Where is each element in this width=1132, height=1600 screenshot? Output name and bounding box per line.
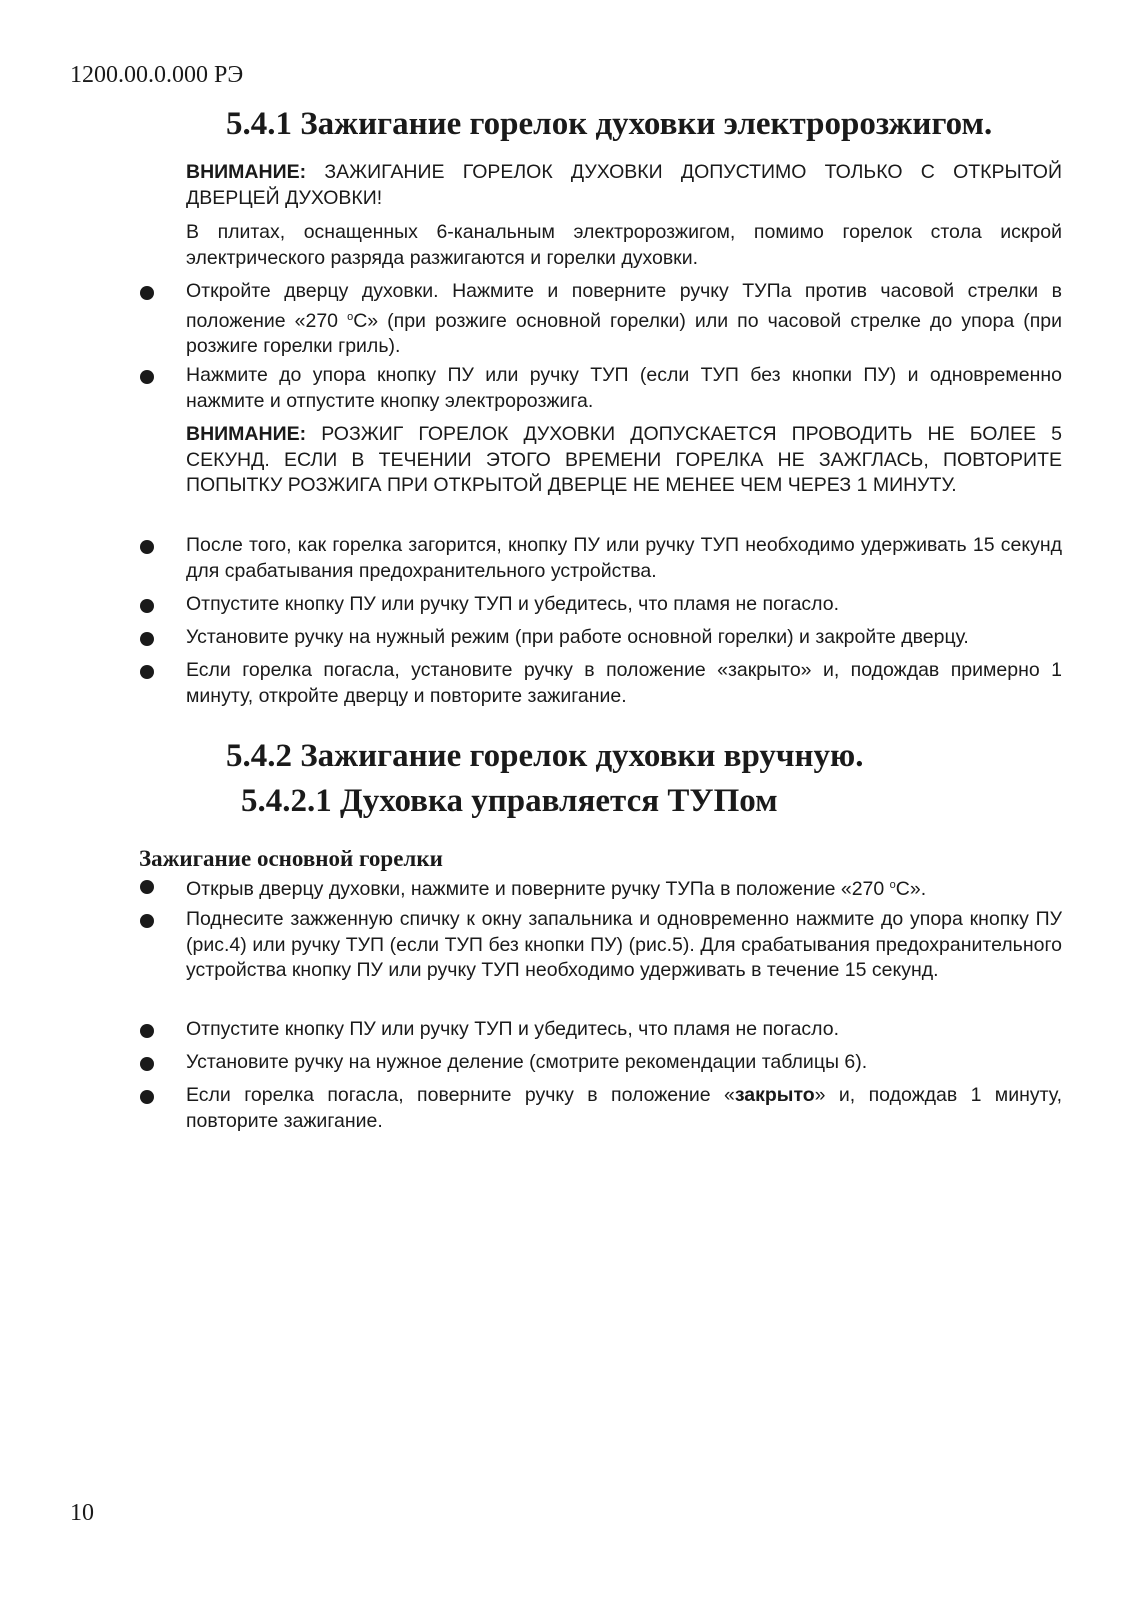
warning-paragraph-1 (186, 160, 1062, 211)
warning-paragraph-2 (186, 422, 1062, 499)
bullet-marker (140, 880, 154, 894)
step-set-division: Установите ручку на нужное деление (смотрите рекомендации таблицы 6). (186, 1051, 868, 1073)
bullet-marker (140, 1057, 154, 1071)
section-title-5-4-2-1: 5.4.2.1 Духовка управляется ТУПом (241, 783, 778, 819)
step-if-flame-out: Если горелка погасла, установите ручку в положение «закрыто» и, подождав примерно 1 минуту, откройте дверцу и повторите зажигание. (186, 659, 1062, 707)
step-manual-if-flame-out: Если горелка погасла, поверните ручку в положение «закрыто» и, подождав 1 минуту, повторите зажигание. (186, 1084, 1062, 1132)
step-open-door: Откройте дверцу духовки. Нажмите и поверните ручку ТУПа против часовой стрелки в положение «270 $^о$С» (при розжиге основной горелки) или по часовой стрелке до упора (при розжиге горелки гриль). (186, 280, 1063, 357)
bullet-marker (140, 1090, 154, 1104)
intro-paragraph: В плитах, оснащенных 6-канальным электророзжигом, помимо горелок стола искрой электрического разряда разжигаются и горелки духовки. (186, 221, 1062, 269)
bullet-marker (140, 632, 154, 646)
degree-mark: о (889, 879, 896, 891)
step-manual-release: Отпустите кнопку ПУ или ручку ТУП и убедитесь, что пламя не погасло. (186, 1018, 840, 1040)
step-hold-15-seconds: После того, как горелка загорится, кнопку ПУ или ручку ТУП необходимо удерживать 15 секунд для срабатывания предохранительного устройства. (186, 534, 1062, 582)
degree-mark: о (347, 310, 354, 323)
subheading-main-burner: Зажигание основной горелки (139, 846, 443, 871)
warning-text: РОЗЖИГ ГОРЕЛОК ДУХОВКИ ДОПУСКАЕТСЯ ПРОВОДИТЬ НЕ БОЛЕЕ 5 СЕКУНД. ЕСЛИ В ТЕЧЕНИИ ЭТОГО ВРЕМЕНИ ГОРЕЛКА НЕ ЗАЖГЛАСЬ, ПОВТОРИТЕ ПОПЫТКУ РОЗЖИГА ПРИ ОТКРЫТОЙ ДВЕРЦЕ НЕ МЕНЕЕ ЧЕМ ЧЕРЕЗ 1 МИНУТУ. (186, 423, 1062, 496)
step-manual-open-door: Открыв дверцу духовки, нажмите и поверните ручку ТУПа в положение «270 $^о$С». (186, 878, 927, 900)
bullet-marker (140, 599, 154, 613)
warning-text: ЗАЖИГАНИЕ ГОРЕЛОК ДУХОВКИ ДОПУСТИМО ТОЛЬКО С ОТКРЫТОЙ ДВЕРЦЕЙ ДУХОВКИ! (186, 161, 1062, 209)
document-number: 1200.00.0.000 РЭ (70, 62, 244, 88)
section-title-5-4-1: 5.4.1 Зажигание горелок духовки электророзжигом. (226, 106, 993, 142)
warning-label: ВНИМАНИЕ: (186, 161, 307, 183)
bullet-marker (140, 1024, 154, 1038)
step-bring-match: Поднесите зажженную спичку к окну запальника и одновременно нажмите до упора кнопку ПУ (рис.4) или ручку ТУП (если ТУП без кнопки ПУ) (рис.5). Для срабатывания предохранительного устройства кнопку ПУ или ручку ТУП необходимо удерживать в течение 15 секунд. (186, 908, 1062, 981)
bullet-marker (140, 540, 154, 554)
bullet-marker (140, 286, 154, 300)
bullet-marker (140, 665, 154, 679)
step-release-button: Отпустите кнопку ПУ или ручку ТУП и убедитесь, что пламя не погасло. (186, 593, 840, 615)
bullet-marker (140, 370, 154, 384)
step-press-ignition: Нажмите до упора кнопку ПУ или ручку ТУП (если ТУП без кнопки ПУ) и одновременно нажмите и отпустите кнопку электророзжига. (186, 364, 1062, 412)
step-set-mode: Установите ручку на нужный режим (при работе основной горелки) и закройте дверцу. (186, 626, 969, 648)
closed-word: закрыто (734, 1084, 815, 1106)
warning-label: ВНИМАНИЕ: (186, 423, 307, 445)
section-title-5-4-2: 5.4.2 Зажигание горелок духовки вручную. (226, 738, 864, 774)
page-number: 10 (70, 1500, 94, 1526)
bullet-marker (140, 914, 154, 928)
